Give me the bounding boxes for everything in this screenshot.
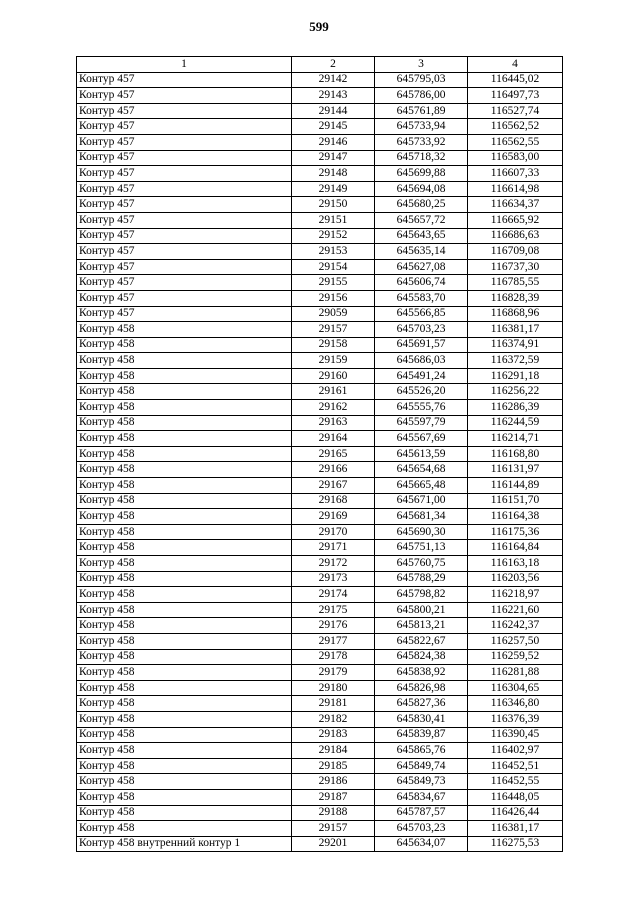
cell-y-coordinate: 116562,55 bbox=[468, 134, 563, 150]
table-body bbox=[77, 72, 563, 852]
header-cell-point: 2 bbox=[292, 57, 375, 73]
cell-contour-name: Контур 458 bbox=[77, 322, 292, 338]
cell-y-coordinate: 116372,59 bbox=[468, 353, 563, 369]
cell-contour-name: Контур 458 внутренний контур 1 bbox=[77, 836, 292, 852]
cell-x-coordinate: 645795,03 bbox=[375, 72, 468, 88]
cell-x-coordinate: 645635,14 bbox=[375, 244, 468, 260]
table-row bbox=[77, 696, 563, 712]
cell-y-coordinate: 116242,37 bbox=[468, 618, 563, 634]
cell-y-coordinate: 116634,37 bbox=[468, 197, 563, 213]
cell-y-coordinate: 116259,52 bbox=[468, 649, 563, 665]
cell-contour-name: Контур 457 bbox=[77, 275, 292, 291]
cell-y-coordinate: 116445,02 bbox=[468, 72, 563, 88]
table-row bbox=[77, 306, 563, 322]
cell-x-coordinate: 645703,23 bbox=[375, 821, 468, 837]
header-cell-x: 3 bbox=[375, 57, 468, 73]
cell-point-number: 29158 bbox=[292, 337, 375, 353]
cell-point-number: 29059 bbox=[292, 306, 375, 322]
cell-point-number: 29167 bbox=[292, 478, 375, 494]
cell-contour-name: Контур 457 bbox=[77, 119, 292, 135]
cell-x-coordinate: 645671,00 bbox=[375, 493, 468, 509]
table-row bbox=[77, 181, 563, 197]
table-row bbox=[77, 618, 563, 634]
cell-x-coordinate: 645699,88 bbox=[375, 166, 468, 182]
table-row bbox=[77, 540, 563, 556]
table-row bbox=[77, 727, 563, 743]
cell-x-coordinate: 645834,67 bbox=[375, 789, 468, 805]
cell-y-coordinate: 116785,55 bbox=[468, 275, 563, 291]
cell-contour-name: Контур 457 bbox=[77, 103, 292, 119]
table-row bbox=[77, 290, 563, 306]
cell-y-coordinate: 116151,70 bbox=[468, 493, 563, 509]
cell-x-coordinate: 645627,08 bbox=[375, 259, 468, 275]
table-row bbox=[77, 789, 563, 805]
cell-x-coordinate: 645606,74 bbox=[375, 275, 468, 291]
cell-y-coordinate: 116497,73 bbox=[468, 88, 563, 104]
cell-y-coordinate: 116164,84 bbox=[468, 540, 563, 556]
cell-y-coordinate: 116131,97 bbox=[468, 462, 563, 478]
cell-x-coordinate: 645824,38 bbox=[375, 649, 468, 665]
table-row bbox=[77, 72, 563, 88]
cell-y-coordinate: 116304,65 bbox=[468, 680, 563, 696]
cell-x-coordinate: 645567,69 bbox=[375, 431, 468, 447]
cell-y-coordinate: 116281,88 bbox=[468, 665, 563, 681]
cell-y-coordinate: 116426,44 bbox=[468, 805, 563, 821]
cell-y-coordinate: 116218,97 bbox=[468, 587, 563, 603]
cell-point-number: 29179 bbox=[292, 665, 375, 681]
cell-y-coordinate: 116527,74 bbox=[468, 103, 563, 119]
table-row bbox=[77, 556, 563, 572]
cell-point-number: 29201 bbox=[292, 836, 375, 852]
cell-x-coordinate: 645865,76 bbox=[375, 743, 468, 759]
table-row bbox=[77, 680, 563, 696]
table-row bbox=[77, 743, 563, 759]
cell-x-coordinate: 645665,48 bbox=[375, 478, 468, 494]
cell-contour-name: Контур 457 bbox=[77, 228, 292, 244]
cell-contour-name: Контур 458 bbox=[77, 665, 292, 681]
table-row bbox=[77, 758, 563, 774]
cell-y-coordinate: 116214,71 bbox=[468, 431, 563, 447]
cell-point-number: 29174 bbox=[292, 587, 375, 603]
cell-point-number: 29159 bbox=[292, 353, 375, 369]
cell-contour-name: Контур 457 bbox=[77, 72, 292, 88]
cell-point-number: 29180 bbox=[292, 680, 375, 696]
cell-point-number: 29160 bbox=[292, 368, 375, 384]
cell-point-number: 29172 bbox=[292, 556, 375, 572]
table-row bbox=[77, 633, 563, 649]
table-row bbox=[77, 353, 563, 369]
cell-y-coordinate: 116868,96 bbox=[468, 306, 563, 322]
table-row bbox=[77, 478, 563, 494]
cell-contour-name: Контур 458 bbox=[77, 509, 292, 525]
cell-y-coordinate: 116665,92 bbox=[468, 212, 563, 228]
cell-contour-name: Контур 457 bbox=[77, 150, 292, 166]
cell-x-coordinate: 645849,74 bbox=[375, 758, 468, 774]
table-row bbox=[77, 836, 563, 852]
cell-contour-name: Контур 458 bbox=[77, 680, 292, 696]
table-row bbox=[77, 275, 563, 291]
table-row bbox=[77, 571, 563, 587]
table-row bbox=[77, 197, 563, 213]
cell-y-coordinate: 116614,98 bbox=[468, 181, 563, 197]
cell-point-number: 29164 bbox=[292, 431, 375, 447]
cell-contour-name: Контур 458 bbox=[77, 727, 292, 743]
cell-x-coordinate: 645526,20 bbox=[375, 384, 468, 400]
cell-y-coordinate: 116452,55 bbox=[468, 774, 563, 790]
cell-x-coordinate: 645583,70 bbox=[375, 290, 468, 306]
cell-point-number: 29181 bbox=[292, 696, 375, 712]
table-row bbox=[77, 649, 563, 665]
cell-point-number: 29145 bbox=[292, 119, 375, 135]
table-row bbox=[77, 509, 563, 525]
cell-contour-name: Контур 458 bbox=[77, 649, 292, 665]
table-header bbox=[77, 57, 563, 73]
cell-x-coordinate: 645718,32 bbox=[375, 150, 468, 166]
cell-contour-name: Контур 457 bbox=[77, 306, 292, 322]
header-cell-y: 4 bbox=[468, 57, 563, 73]
cell-x-coordinate: 645838,92 bbox=[375, 665, 468, 681]
cell-y-coordinate: 116452,51 bbox=[468, 758, 563, 774]
table-row bbox=[77, 244, 563, 260]
cell-y-coordinate: 116686,63 bbox=[468, 228, 563, 244]
header-cell-contour: 1 bbox=[77, 57, 292, 73]
cell-x-coordinate: 645690,30 bbox=[375, 524, 468, 540]
cell-y-coordinate: 116346,80 bbox=[468, 696, 563, 712]
cell-point-number: 29144 bbox=[292, 103, 375, 119]
cell-x-coordinate: 645822,67 bbox=[375, 633, 468, 649]
table-row bbox=[77, 88, 563, 104]
cell-y-coordinate: 116709,08 bbox=[468, 244, 563, 260]
cell-contour-name: Контур 458 bbox=[77, 384, 292, 400]
cell-y-coordinate: 116448,05 bbox=[468, 789, 563, 805]
cell-contour-name: Контур 457 bbox=[77, 181, 292, 197]
cell-contour-name: Контур 458 bbox=[77, 789, 292, 805]
cell-x-coordinate: 645830,41 bbox=[375, 711, 468, 727]
cell-point-number: 29157 bbox=[292, 322, 375, 338]
cell-x-coordinate: 645787,57 bbox=[375, 805, 468, 821]
cell-y-coordinate: 116291,18 bbox=[468, 368, 563, 384]
cell-contour-name: Контур 458 bbox=[77, 524, 292, 540]
cell-x-coordinate: 645634,07 bbox=[375, 836, 468, 852]
table-row bbox=[77, 587, 563, 603]
cell-contour-name: Контур 458 bbox=[77, 743, 292, 759]
cell-contour-name: Контур 458 bbox=[77, 540, 292, 556]
cell-x-coordinate: 645760,75 bbox=[375, 556, 468, 572]
cell-contour-name: Контур 458 bbox=[77, 462, 292, 478]
cell-contour-name: Контур 458 bbox=[77, 758, 292, 774]
cell-x-coordinate: 645788,29 bbox=[375, 571, 468, 587]
cell-point-number: 29177 bbox=[292, 633, 375, 649]
cell-contour-name: Контур 457 bbox=[77, 166, 292, 182]
cell-contour-name: Контур 457 bbox=[77, 244, 292, 260]
cell-y-coordinate: 116256,22 bbox=[468, 384, 563, 400]
cell-x-coordinate: 645643,65 bbox=[375, 228, 468, 244]
cell-contour-name: Контур 458 bbox=[77, 478, 292, 494]
table-row bbox=[77, 711, 563, 727]
cell-y-coordinate: 116257,50 bbox=[468, 633, 563, 649]
cell-contour-name: Контур 457 bbox=[77, 134, 292, 150]
cell-point-number: 29147 bbox=[292, 150, 375, 166]
cell-contour-name: Контур 458 bbox=[77, 821, 292, 837]
cell-contour-name: Контур 458 bbox=[77, 618, 292, 634]
cell-contour-name: Контур 458 bbox=[77, 337, 292, 353]
table-row bbox=[77, 805, 563, 821]
cell-y-coordinate: 116374,91 bbox=[468, 337, 563, 353]
table-row bbox=[77, 259, 563, 275]
cell-y-coordinate: 116607,33 bbox=[468, 166, 563, 182]
cell-x-coordinate: 645681,34 bbox=[375, 509, 468, 525]
table-row bbox=[77, 119, 563, 135]
coordinates-table bbox=[76, 56, 563, 852]
table-row bbox=[77, 524, 563, 540]
cell-contour-name: Контур 458 bbox=[77, 446, 292, 462]
cell-contour-name: Контур 458 bbox=[77, 368, 292, 384]
cell-y-coordinate: 116144,89 bbox=[468, 478, 563, 494]
table-row bbox=[77, 774, 563, 790]
table-row bbox=[77, 228, 563, 244]
cell-y-coordinate: 116381,17 bbox=[468, 821, 563, 837]
cell-y-coordinate: 116390,45 bbox=[468, 727, 563, 743]
cell-point-number: 29166 bbox=[292, 462, 375, 478]
cell-x-coordinate: 645733,94 bbox=[375, 119, 468, 135]
cell-y-coordinate: 116221,60 bbox=[468, 602, 563, 618]
cell-point-number: 29162 bbox=[292, 400, 375, 416]
cell-x-coordinate: 645798,82 bbox=[375, 587, 468, 603]
cell-point-number: 29178 bbox=[292, 649, 375, 665]
cell-contour-name: Контур 457 bbox=[77, 88, 292, 104]
cell-y-coordinate: 116381,17 bbox=[468, 322, 563, 338]
cell-contour-name: Контур 458 bbox=[77, 415, 292, 431]
cell-x-coordinate: 645751,13 bbox=[375, 540, 468, 556]
cell-point-number: 29155 bbox=[292, 275, 375, 291]
cell-x-coordinate: 645691,57 bbox=[375, 337, 468, 353]
cell-point-number: 29154 bbox=[292, 259, 375, 275]
table-row bbox=[77, 150, 563, 166]
cell-contour-name: Контур 457 bbox=[77, 259, 292, 275]
cell-x-coordinate: 645613,59 bbox=[375, 446, 468, 462]
cell-point-number: 29176 bbox=[292, 618, 375, 634]
header-row bbox=[77, 57, 563, 73]
cell-contour-name: Контур 458 bbox=[77, 587, 292, 603]
cell-contour-name: Контур 458 bbox=[77, 805, 292, 821]
cell-point-number: 29163 bbox=[292, 415, 375, 431]
cell-contour-name: Контур 458 bbox=[77, 571, 292, 587]
page-number: 599 bbox=[309, 19, 329, 34]
table-row bbox=[77, 322, 563, 338]
cell-contour-name: Контур 458 bbox=[77, 602, 292, 618]
table-row bbox=[77, 400, 563, 416]
cell-point-number: 29150 bbox=[292, 197, 375, 213]
cell-x-coordinate: 645491,24 bbox=[375, 368, 468, 384]
cell-point-number: 29142 bbox=[292, 72, 375, 88]
table-row bbox=[77, 821, 563, 837]
table-row bbox=[77, 415, 563, 431]
cell-y-coordinate: 116402,97 bbox=[468, 743, 563, 759]
cell-point-number: 29183 bbox=[292, 727, 375, 743]
table-row bbox=[77, 602, 563, 618]
cell-y-coordinate: 116275,53 bbox=[468, 836, 563, 852]
cell-y-coordinate: 116168,80 bbox=[468, 446, 563, 462]
cell-point-number: 29156 bbox=[292, 290, 375, 306]
cell-y-coordinate: 116828,39 bbox=[468, 290, 563, 306]
cell-y-coordinate: 116376,39 bbox=[468, 711, 563, 727]
cell-contour-name: Контур 457 bbox=[77, 290, 292, 306]
table-row bbox=[77, 384, 563, 400]
cell-point-number: 29153 bbox=[292, 244, 375, 260]
cell-x-coordinate: 645694,08 bbox=[375, 181, 468, 197]
cell-point-number: 29152 bbox=[292, 228, 375, 244]
table-row bbox=[77, 337, 563, 353]
table-row bbox=[77, 212, 563, 228]
cell-x-coordinate: 645657,72 bbox=[375, 212, 468, 228]
table-row bbox=[77, 462, 563, 478]
cell-y-coordinate: 116583,00 bbox=[468, 150, 563, 166]
cell-contour-name: Контур 457 bbox=[77, 197, 292, 213]
cell-contour-name: Контур 457 bbox=[77, 212, 292, 228]
cell-x-coordinate: 645761,89 bbox=[375, 103, 468, 119]
cell-x-coordinate: 645686,03 bbox=[375, 353, 468, 369]
cell-point-number: 29186 bbox=[292, 774, 375, 790]
cell-x-coordinate: 645654,68 bbox=[375, 462, 468, 478]
cell-contour-name: Контур 458 bbox=[77, 353, 292, 369]
cell-y-coordinate: 116164,38 bbox=[468, 509, 563, 525]
cell-y-coordinate: 116244,59 bbox=[468, 415, 563, 431]
cell-point-number: 29182 bbox=[292, 711, 375, 727]
cell-x-coordinate: 645703,23 bbox=[375, 322, 468, 338]
cell-x-coordinate: 645826,98 bbox=[375, 680, 468, 696]
cell-point-number: 29169 bbox=[292, 509, 375, 525]
cell-y-coordinate: 116286,39 bbox=[468, 400, 563, 416]
cell-x-coordinate: 645849,73 bbox=[375, 774, 468, 790]
cell-y-coordinate: 116175,36 bbox=[468, 524, 563, 540]
cell-x-coordinate: 645566,85 bbox=[375, 306, 468, 322]
cell-point-number: 29151 bbox=[292, 212, 375, 228]
cell-point-number: 29146 bbox=[292, 134, 375, 150]
cell-y-coordinate: 116203,56 bbox=[468, 571, 563, 587]
cell-point-number: 29161 bbox=[292, 384, 375, 400]
cell-x-coordinate: 645827,36 bbox=[375, 696, 468, 712]
table-row bbox=[77, 103, 563, 119]
cell-y-coordinate: 116562,52 bbox=[468, 119, 563, 135]
cell-contour-name: Контур 458 bbox=[77, 431, 292, 447]
cell-x-coordinate: 645733,92 bbox=[375, 134, 468, 150]
cell-point-number: 29165 bbox=[292, 446, 375, 462]
cell-x-coordinate: 645800,21 bbox=[375, 602, 468, 618]
cell-x-coordinate: 645555,76 bbox=[375, 400, 468, 416]
cell-contour-name: Контур 458 bbox=[77, 696, 292, 712]
cell-contour-name: Контур 458 bbox=[77, 493, 292, 509]
table-row bbox=[77, 665, 563, 681]
cell-x-coordinate: 645839,87 bbox=[375, 727, 468, 743]
table-row bbox=[77, 446, 563, 462]
cell-point-number: 29173 bbox=[292, 571, 375, 587]
table-row bbox=[77, 134, 563, 150]
cell-x-coordinate: 645597,79 bbox=[375, 415, 468, 431]
cell-y-coordinate: 116737,30 bbox=[468, 259, 563, 275]
cell-point-number: 29168 bbox=[292, 493, 375, 509]
cell-contour-name: Контур 458 bbox=[77, 556, 292, 572]
cell-point-number: 29171 bbox=[292, 540, 375, 556]
cell-point-number: 29170 bbox=[292, 524, 375, 540]
cell-point-number: 29185 bbox=[292, 758, 375, 774]
table-row bbox=[77, 166, 563, 182]
cell-point-number: 29184 bbox=[292, 743, 375, 759]
table-row bbox=[77, 493, 563, 509]
cell-point-number: 29187 bbox=[292, 789, 375, 805]
cell-point-number: 29148 bbox=[292, 166, 375, 182]
cell-x-coordinate: 645813,21 bbox=[375, 618, 468, 634]
cell-point-number: 29143 bbox=[292, 88, 375, 104]
cell-point-number: 29149 bbox=[292, 181, 375, 197]
cell-contour-name: Контур 458 bbox=[77, 774, 292, 790]
table-row bbox=[77, 431, 563, 447]
table-row bbox=[77, 368, 563, 384]
cell-contour-name: Контур 458 bbox=[77, 633, 292, 649]
cell-contour-name: Контур 458 bbox=[77, 400, 292, 416]
cell-x-coordinate: 645786,00 bbox=[375, 88, 468, 104]
cell-point-number: 29188 bbox=[292, 805, 375, 821]
cell-x-coordinate: 645680,25 bbox=[375, 197, 468, 213]
cell-point-number: 29175 bbox=[292, 602, 375, 618]
cell-contour-name: Контур 458 bbox=[77, 711, 292, 727]
cell-point-number: 29157 bbox=[292, 821, 375, 837]
cell-y-coordinate: 116163,18 bbox=[468, 556, 563, 572]
